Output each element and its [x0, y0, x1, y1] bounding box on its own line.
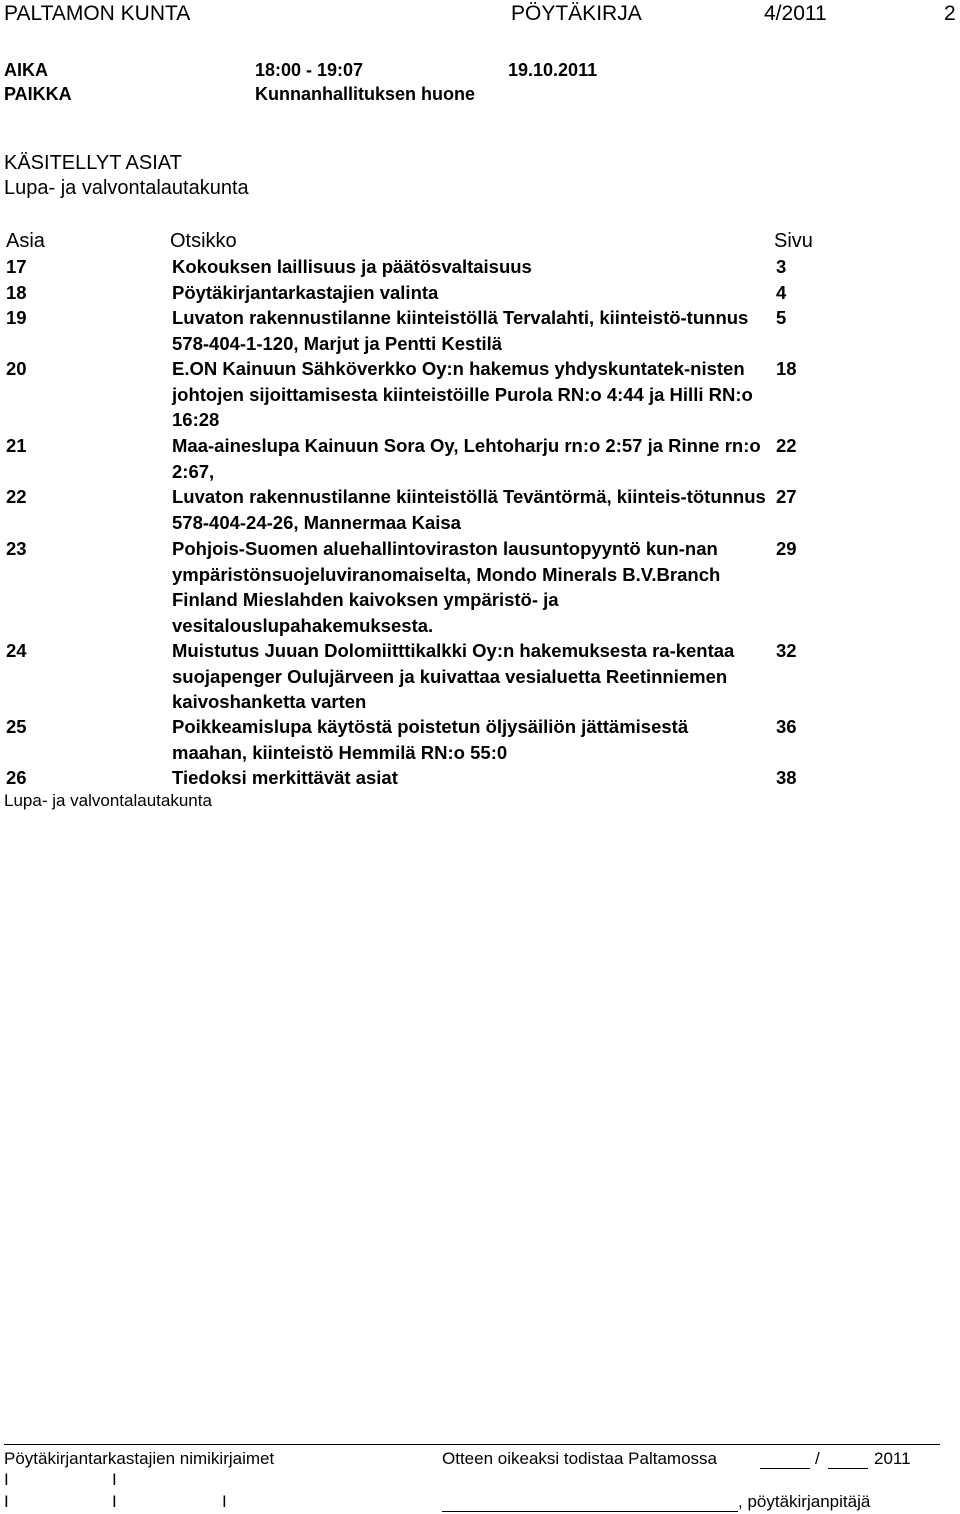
table-row [6, 254, 806, 280]
row-page: 5 [776, 307, 787, 328]
initials-slot: I [222, 1492, 227, 1511]
row-page: 22 [776, 435, 797, 456]
place-value: Kunnanhallituksen huone [255, 84, 476, 104]
row-page: 27 [776, 486, 797, 507]
row-number: 19 [6, 307, 27, 328]
col-header-no: Asia [6, 230, 45, 252]
row-page: 4 [776, 282, 787, 303]
table-row [6, 433, 806, 485]
after-table-text: Lupa- ja valvontalautakunta [4, 791, 212, 810]
row-number: 17 [6, 256, 27, 277]
initials-slot: I [4, 1470, 9, 1489]
date-separator: / [815, 1449, 820, 1468]
footer-certified-label: Otteen oikeaksi todistaa Paltamossa [442, 1449, 717, 1468]
row-title: Luvaton rakennustilanne kiinteistöllä Teväntörmä, kiinteis-tötunnus 578-404-24-26, Mannermaa Kaisa [172, 486, 766, 533]
table-row [6, 280, 806, 306]
footer-initials-label: Pöytäkirjantarkastajien nimikirjaimet [4, 1449, 275, 1468]
signature-line [442, 1511, 738, 1512]
row-number: 26 [6, 767, 27, 788]
footer-year: 2011 [874, 1449, 911, 1468]
row-number: 22 [6, 486, 27, 507]
row-page: 36 [776, 716, 797, 737]
section-body: Lupa- ja valvontalautakunta [4, 177, 249, 199]
row-page: 32 [776, 640, 797, 661]
time-label: AIKA [4, 60, 48, 80]
row-number: 25 [6, 716, 27, 737]
row-title: Tiedoksi merkittävät asiat [172, 767, 398, 788]
table-row [6, 536, 806, 638]
month-blank [828, 1468, 868, 1469]
initials-slot: I [112, 1470, 117, 1489]
row-title: Muistutus Juuan Dolomiitttikalkki Oy:n hakemuksesta ra-kentaa suojapenger Oulujärveen ja kuivattaa vesialuetta Reetinniemen kaivoshanketta varten [172, 640, 735, 713]
row-number: 21 [6, 435, 27, 456]
row-page: 3 [776, 256, 787, 277]
row-title: Pohjois-Suomen aluehallintoviraston lausuntopyyntö kun-nan ympäristönsuojeluviranomaiselta, Mondo Minerals B.V.Branch Finland Mieslahden kaivoksen ympäristö- ja vesitalouslupahakemuksesta. [172, 538, 721, 636]
org-name: PALTAMON KUNTA [4, 2, 191, 25]
row-title: Poikkeamislupa käytöstä poistetun öljysäiliön jättämisestä maahan, kiinteistö Hemmilä RN:o 55:0 [172, 716, 689, 763]
doc-type: PÖYTÄKIRJA [511, 2, 642, 25]
place-label: PAIKKA [4, 84, 72, 104]
col-header-page: Sivu [774, 230, 813, 252]
table-row [6, 638, 806, 715]
initials-slot: I [112, 1492, 117, 1511]
row-title: Luvaton rakennustilanne kiinteistöllä Tervalahti, kiinteistö-tunnus 578-404-1-120, Marjut ja Pentti Kestilä [172, 307, 749, 354]
row-page: 29 [776, 538, 797, 559]
row-title: Maa-aineslupa Kainuun Sora Oy, Lehtoharju rn:o 2:57 ja Rinne rn:o 2:67, [172, 435, 761, 482]
row-page: 38 [776, 767, 797, 788]
meeting-date: 19.10.2011 [508, 60, 598, 80]
row-number: 20 [6, 358, 27, 379]
table-row [6, 765, 806, 791]
page-number: 2 [944, 2, 956, 25]
day-blank [760, 1468, 810, 1469]
footer-divider [4, 1444, 940, 1445]
row-number: 24 [6, 640, 27, 661]
time-value: 18:00 - 19:07 [255, 60, 364, 80]
table-row [6, 714, 806, 766]
row-page: 18 [776, 358, 797, 379]
initials-slot: I [4, 1492, 9, 1511]
doc-number: 4/2011 [764, 2, 827, 25]
section-heading: KÄSITELLYT ASIAT [4, 152, 182, 174]
table-row [6, 305, 806, 357]
row-title: Kokouksen laillisuus ja päätösvaltaisuus [172, 256, 532, 277]
table-row [6, 484, 806, 536]
secretary-label: , pöytäkirjanpitäjä [738, 1492, 871, 1511]
row-number: 23 [6, 538, 27, 559]
col-header-title: Otsikko [170, 230, 237, 252]
table-row [6, 356, 806, 433]
row-title: Pöytäkirjantarkastajien valinta [172, 282, 439, 303]
row-number: 18 [6, 282, 27, 303]
row-title: E.ON Kainuun Sähköverkko Oy:n hakemus yhdyskuntatek-nisten johtojen sijoittamisesta kiinteistöille Purola RN:o 4:44 ja Hilli RN:o 16:28 [172, 358, 753, 431]
